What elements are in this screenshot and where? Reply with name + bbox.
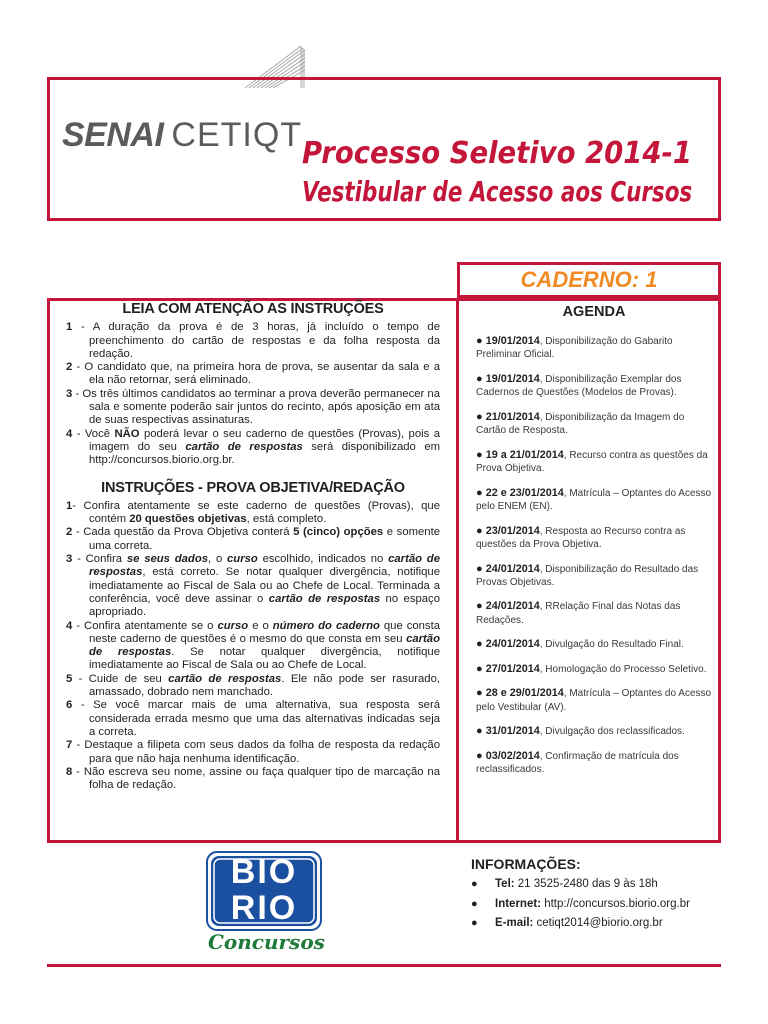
email-link[interactable]: cetiqt2014@biorio.org.br: [533, 917, 663, 929]
bullet-icon: ●: [476, 448, 486, 461]
title-line-2: Vestibular de Acesso aos Cursos: [301, 175, 692, 208]
agenda-item: ● 24/01/2014, Divulgação do Resultado Final.: [476, 638, 684, 651]
agenda-item: ● 19 a 21/01/2014, Recurso contra as questões da Prova Objetiva.: [476, 448, 708, 475]
agenda-list: [476, 335, 712, 777]
agenda-item: ● 19/01/2014, Disponibilização Exemplar dos Cadernos de Questões (Modelos de Provas).: [476, 372, 682, 399]
agenda-item: ● 19/01/2014, Disponibilização do Gabarito Preliminar Oficial.: [476, 334, 673, 361]
info-internet: ● Internet: http://concursos.biorio.org.br: [471, 897, 690, 910]
agenda-item: ● 24/01/2014, RRelação Final das Notas das Redações.: [476, 600, 681, 627]
bullet-icon: ●: [471, 878, 478, 890]
bullet-icon: ●: [476, 410, 486, 423]
column-divider: [456, 298, 459, 843]
bullet-icon: ●: [476, 486, 486, 499]
bullet-icon: ●: [476, 334, 486, 347]
agenda-item: ● 31/01/2014, Divulgação dos reclassificados.: [476, 725, 685, 738]
instruction-item: 4 - Você NÃO poderá levar o seu caderno de questões (Provas), pois a imagem do seu cartão de respostas será disponibilizado em http://concursos.biorio.org.br.: [66, 427, 441, 467]
bullet-icon: ●: [476, 638, 486, 651]
objective-item: 2 - Cada questão da Prova Objetiva conterá 5 (cinco) opções e somente uma correta.: [66, 526, 441, 552]
agenda-column: [476, 306, 712, 788]
bullet-icon: ●: [476, 372, 486, 385]
bullet-icon: ●: [476, 524, 486, 537]
bullet-icon: ●: [476, 662, 486, 675]
instruction-item: 2 - O candidato que, na primeira hora de prova, se ausentar da sala e a ela não retornar, será eliminado.: [66, 361, 440, 387]
instructions-title: LEIA COM ATENÇÃO AS INSTRUÇÕES: [122, 301, 384, 317]
bullet-icon: ●: [476, 725, 486, 738]
biorio-concursos: Concursos: [208, 930, 325, 954]
objective-item: 6 - Se você marcar mais de uma alternativa, sua resposta será considerada errada mesmo que uma das alternativas indicadas seja a correta.: [66, 699, 440, 738]
agenda-title: AGENDA: [562, 304, 626, 320]
info-title: INFORMAÇÕES:: [471, 856, 581, 872]
objective-item: 8 - Não escreva seu nome, assine ou faça qualquer tipo de marcação na folha de redação.: [66, 765, 440, 792]
objective-item: 3 - Confira se seus dados, o curso escolhido, indicados no cartão de respostas, está correto. Se notar qualquer divergência, notifique imediatamente ao Fiscal de Sala ou ao Chefe de Local. Terminada a conferência, você deve assinar o cartão de respostas no espaço apropriado.: [66, 553, 440, 619]
agenda-item: ● 03/02/2014, Confirmação de matrícula dos reclassificados.: [476, 749, 679, 776]
biorio-logo-text: BIO RIO: [230, 853, 298, 927]
info-section: [471, 856, 690, 937]
info-email: ● E-mail: cetiqt2014@biorio.org.br: [471, 917, 663, 929]
agenda-item: ● 23/01/2014, Resposta ao Recurso contra as questões da Prova Objetiva.: [476, 524, 686, 551]
caderno-badge: CADERNO: 1: [457, 262, 721, 298]
bottom-rule: [47, 964, 721, 967]
title-line-1: Processo Seletivo 2014-1: [301, 136, 692, 171]
objective-item: 1- Confira atentamente se este caderno de questões (Provas), que contém 20 questões objetivas, está completo.: [66, 499, 440, 526]
objective-item: 4 - Confira atentamente se o curso e o número do caderno que consta neste caderno de questões é o mesmo do que consta em seu cartão de respostas. Se notar qualquer divergência, notifique imediatamente ao Fiscal de Sala ou ao Chefe de Local.: [66, 619, 440, 672]
objective-item: 7 - Destaque a filipeta com seus dados da folha de resposta da redação para que não haja nenhuma identificação.: [66, 739, 440, 765]
instruction-item: 1 - A duração da prova é de 3 horas, já incluído o tempo de preenchimento do cartão de respostas e da folha resposta da redação.: [66, 321, 440, 360]
bullet-icon: ●: [476, 749, 486, 762]
bullet-icon: ●: [476, 687, 486, 700]
bullet-icon: ●: [471, 897, 478, 910]
senai-cetiqt-logo: SENAI CETIQT: [62, 116, 303, 154]
agenda-item: ● 22 e 23/01/2014, Matrícula – Optantes do Acesso pelo ENEM (EN).: [476, 486, 712, 513]
instruction-item: 3 - Os três últimos candidatos ao terminar a prova deverão permanecer na sala e somente poderão sair juntos do recinto, após aposição em ata de suas respectivas assinaturas.: [66, 387, 440, 427]
internet-link[interactable]: http://concursos.biorio.org.br: [541, 897, 690, 910]
objective-title: INSTRUÇÕES - PROVA OBJETIVA/REDAÇÃO: [101, 479, 405, 496]
agenda-item: ● 28 e 29/01/2014, Matrícula – Optantes do Acesso pelo Vestibular (AV).: [476, 687, 712, 713]
objective-item: 5 - Cuide de seu cartão de respostas. Ele não pode ser rasurado, amassado, dobrado nem manchado.: [66, 672, 440, 699]
agenda-item: ● 24/01/2014, Disponibilização do Resultado das Provas Objetivas.: [476, 562, 699, 589]
agenda-item: ● 21/01/2014, Disponibilização da Imagem do Cartão de Resposta.: [476, 410, 685, 437]
instructions-column: [66, 303, 440, 792]
agenda-item: ● 27/01/2014, Homologação do Processo Seletivo.: [476, 662, 707, 675]
bullet-icon: ●: [476, 600, 486, 613]
bullet-icon: ●: [476, 562, 486, 575]
info-tel: ● Tel: 21 3525-2480 das 9 às 18h: [471, 878, 658, 890]
bullet-icon: ●: [471, 917, 478, 929]
